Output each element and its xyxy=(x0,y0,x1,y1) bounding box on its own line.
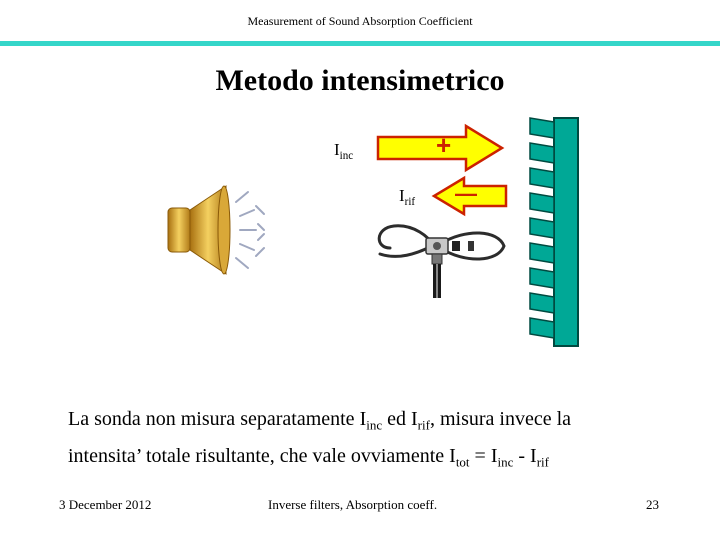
body-line-1: La sonda non misura separatamente $I_{inc}$ ed $I_{rif}$, misura invece la xyxy=(68,408,572,433)
speaker-icon xyxy=(160,180,270,290)
incident-intensity-label: $I_{inc}$ xyxy=(334,140,354,162)
intensity-probe-icon xyxy=(370,214,520,300)
slide-title: Metodo intensimetrico xyxy=(215,64,505,97)
header-title: Measurement of Sound Absorption Coefficient xyxy=(247,14,473,28)
absorbing-wall xyxy=(520,116,582,348)
footer-date: 3 December 2012 xyxy=(59,497,152,512)
page-number: 23 xyxy=(646,497,659,512)
plus-sign: + xyxy=(436,130,452,160)
body-line-2: intensita’ totale risultante, che vale ovviamente $I_{tot} = I_{inc} - I_{rif}$ xyxy=(68,444,549,470)
header-divider xyxy=(0,41,720,46)
reflected-intensity-label: $I_{rif}$ xyxy=(399,186,416,208)
footer-center-text: Inverse filters, Absorption coeff. xyxy=(268,497,438,512)
body-text xyxy=(68,404,708,477)
minus-sign: — xyxy=(455,181,477,206)
